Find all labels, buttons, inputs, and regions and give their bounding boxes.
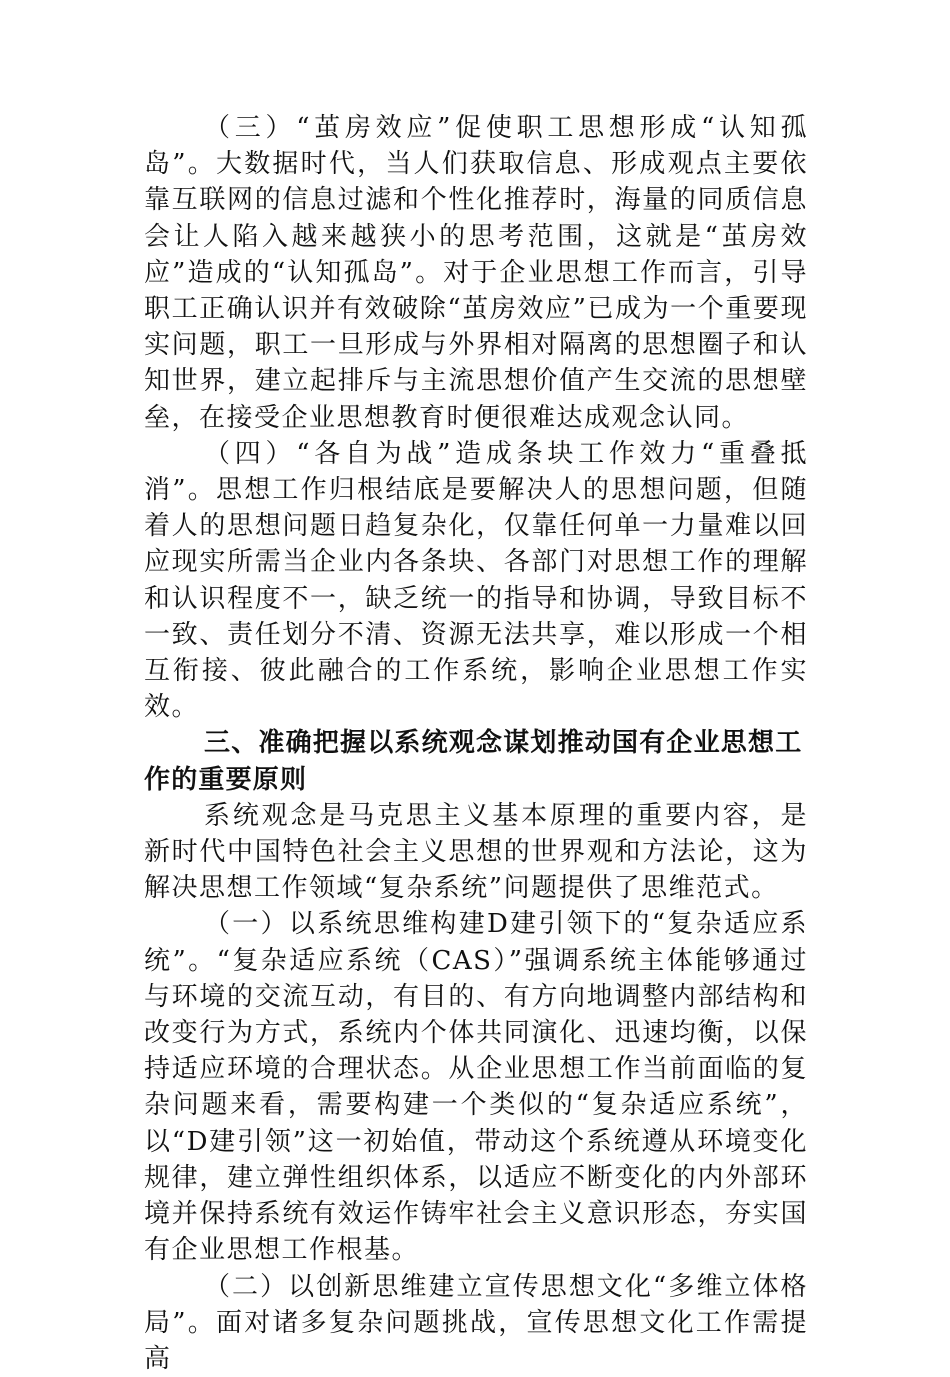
paragraph-cas <box>144 906 808 1268</box>
section-heading: 三、准确把握以系统观念谋划推动国有企业思想工作的重要原则 <box>144 725 808 797</box>
paragraph-text: 思想工作归根结底是要解决人的思想问题，但随着人的思想问题日趋复杂化，仅靠任何单一力量难以回应现实所需当企业内各条块、各部门对思想工作的理解和认识程度不一，缺乏统一的指导和协调，导致目标不一致、责任划分不清、资源无法共享，难以形成一个相互衔接、彼此融合的工作系统，影响企业思想工作实效。 <box>144 475 808 722</box>
paragraph-lead: （一）以系统思维构建D建引领下的“复杂适应系统”。 <box>144 909 808 975</box>
document-body <box>144 110 808 1377</box>
paragraph-innovation <box>144 1269 808 1377</box>
paragraph-system-concept <box>144 798 808 907</box>
paragraph-text: 系统观念是马克思主义基本原理的重要内容，是新时代中国特色社会主义思想的世界观和方法论，这为解决思想工作领域“复杂系统”问题提供了思维范式。 <box>144 801 808 903</box>
paragraph-text: 大数据时代，当人们获取信息、形成观点主要依靠互联网的信息过滤和个性化推荐时，海量的同质信息会让人陷入越来越狭小的思考范围，这就是“茧房效应”造成的“认知孤岛”。对于企业思想工作而言，引导职工正确认识并有效破除“茧房效应”已成为一个重要现实问题，职工一旦形成与外界相对隔离的思想圈子和认知世界，建立起排斥与主流思想价值产生交流的思想壁垒，在接受企业思想教育时便很难达成观念认同。 <box>144 149 808 432</box>
paragraph-lead: （四）“各自为战”造成条块工作效力“重叠抵消”。 <box>144 439 808 505</box>
paragraph-fighting-alone <box>144 436 808 726</box>
paragraph-cocoon-effect <box>144 110 808 436</box>
paragraph-text: “复杂适应系统（CAS）”强调系统主体能够通过与环境的交流互动，有目的、有方向地调整内部结构和改变行为方式，系统内个体共同演化、迅速均衡，以保持适应环境的合理状态。从企业思想工作当前面临的复杂问题来看，需要构建一个类似的“复杂适应系统”，以“D建引领”这一初始值，带动这个系统遵从环境变化规律，建立弹性组织体系，以适应不断变化的内外部环境并保持系统有效运作铸牢社会主义意识形态，夯实国有企业思想工作根基。 <box>144 946 808 1266</box>
paragraph-text: 面对诸多复杂问题挑战，宣传思想文化工作需提高 <box>144 1308 808 1374</box>
paragraph-lead: （二）以创新思维建立宣传思想文化“多维立体格局”。 <box>144 1272 808 1338</box>
paragraph-lead: （三）“茧房效应”促使职工思想形成“认知孤岛”。 <box>144 113 808 179</box>
